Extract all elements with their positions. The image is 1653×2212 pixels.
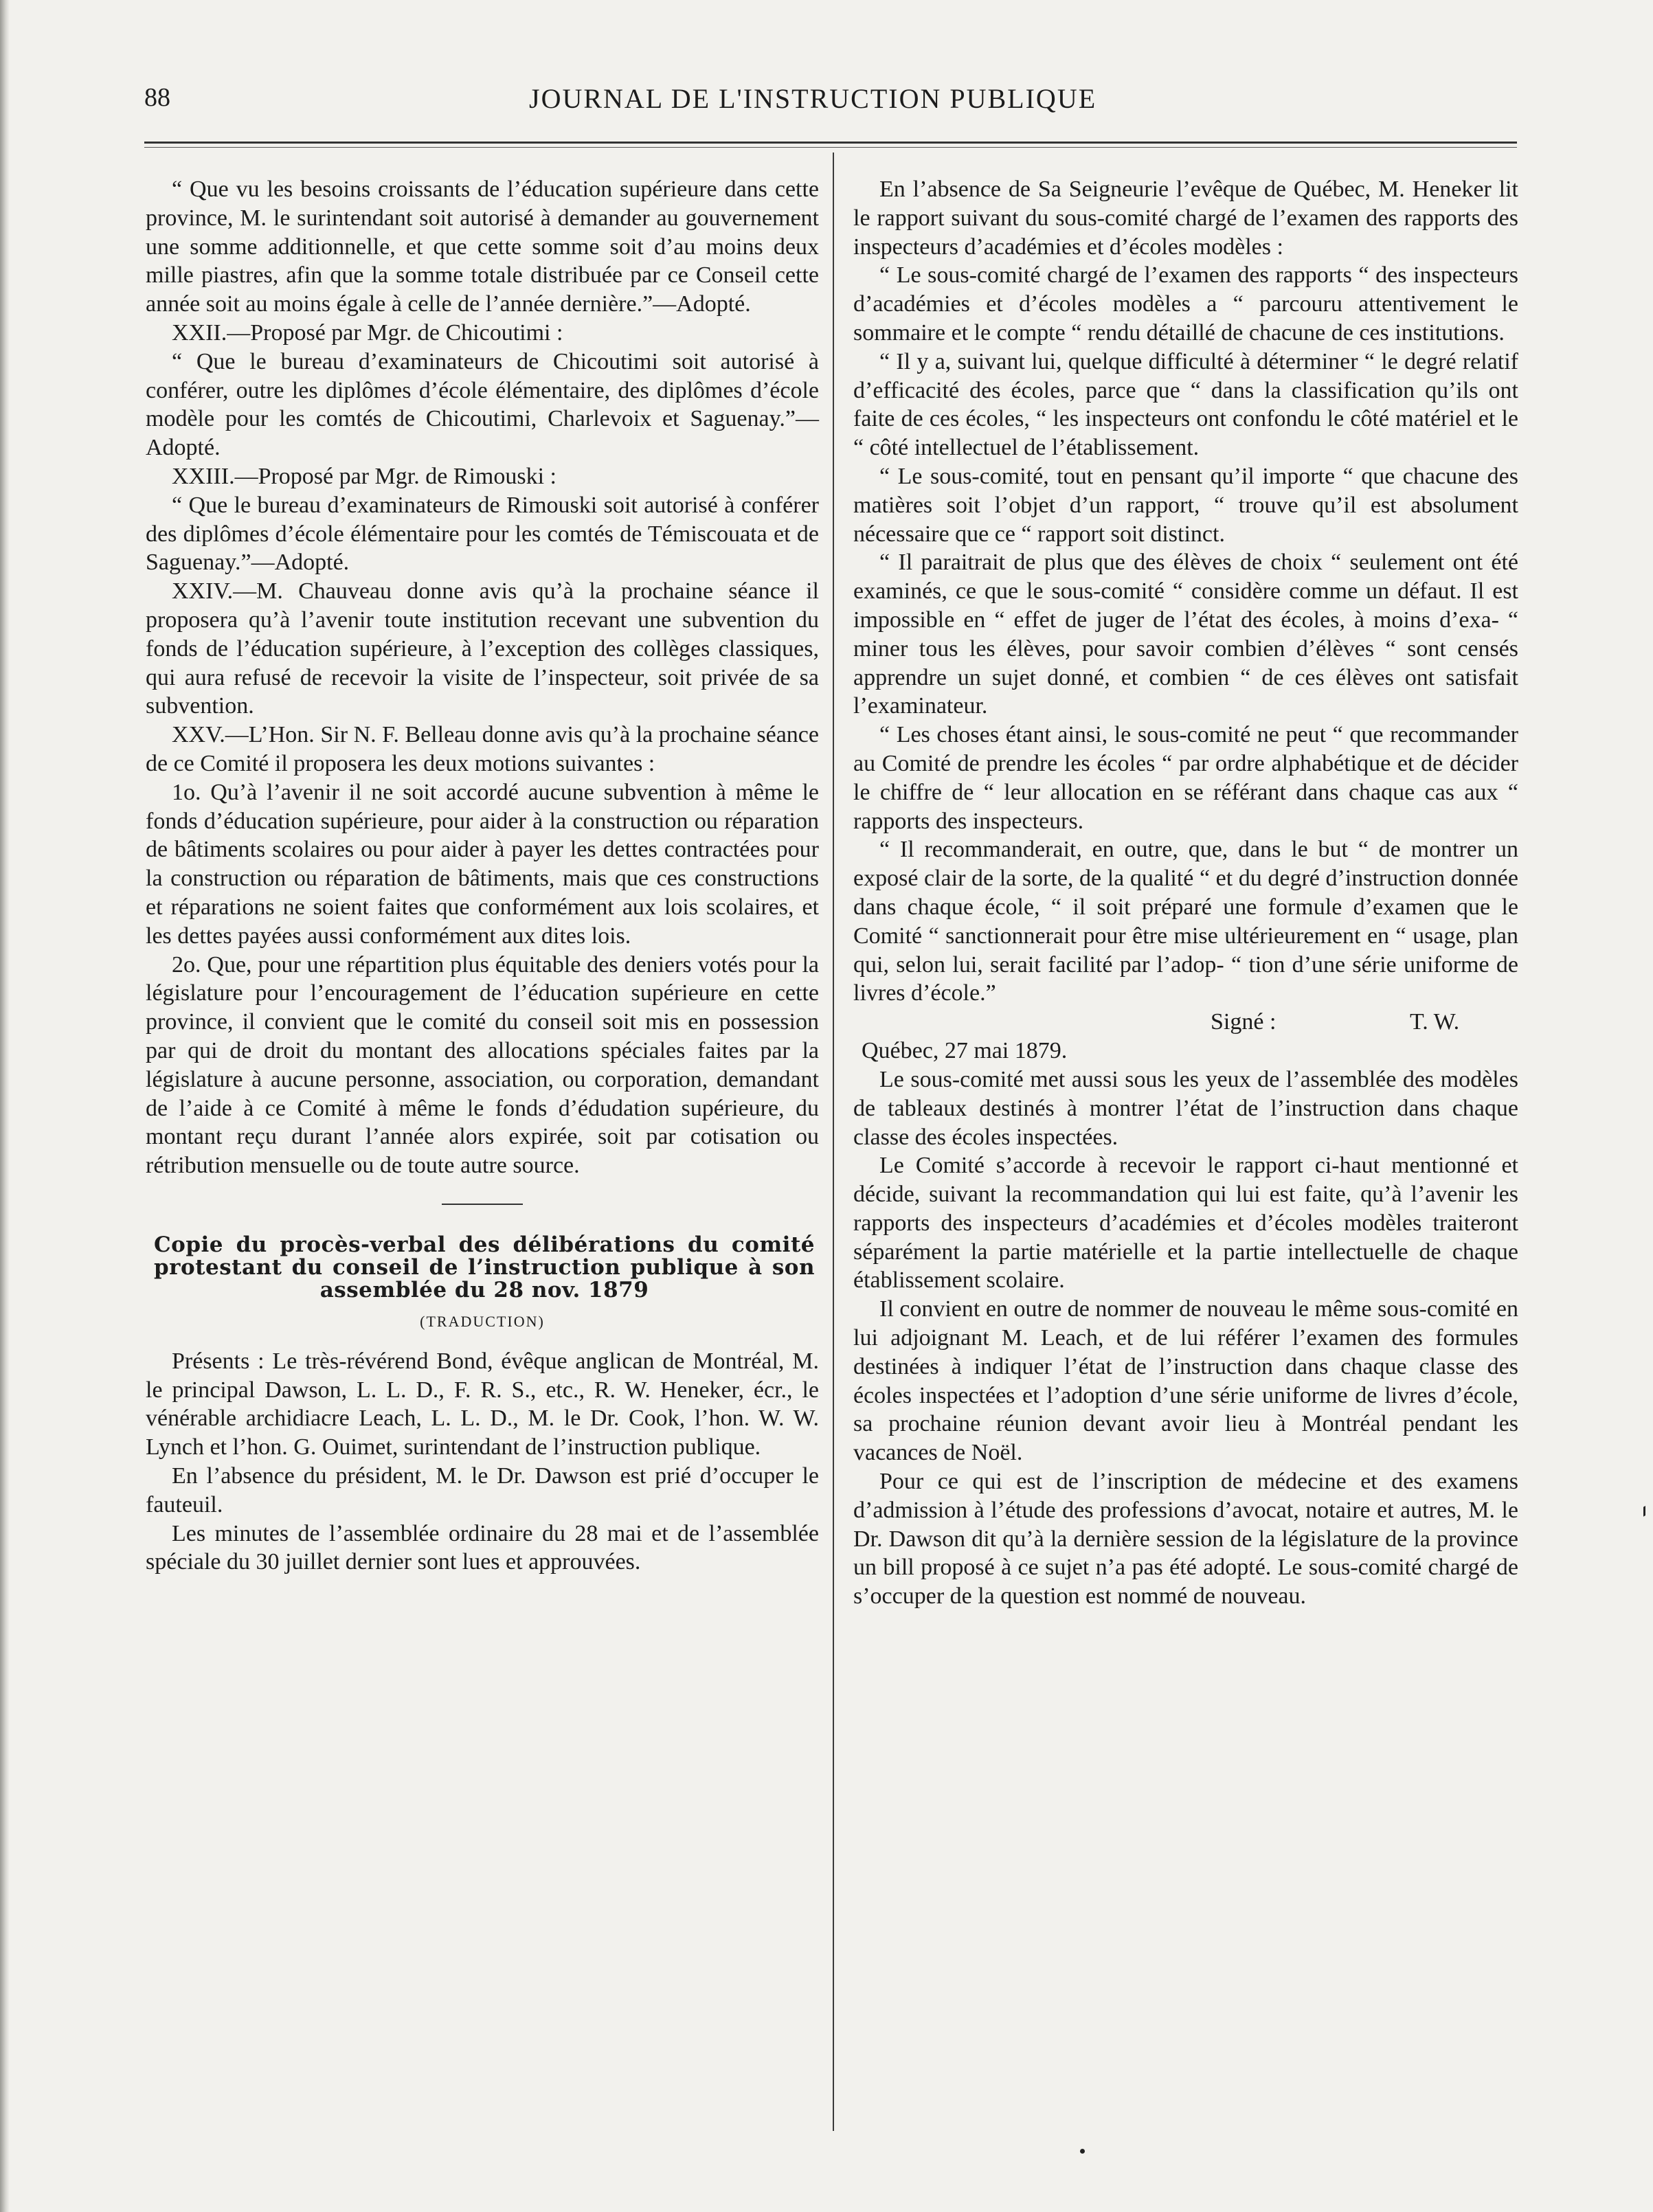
paragraph: Les minutes de l’assemblée ordinaire du 28 mai et de l’assemblée spéciale du 30 juillet dernier sont lues et approuvées. [146, 1520, 819, 1575]
paragraph: XXIV.—M. Chauveau donne avis qu’à la prochaine séance il proposera qu’à l’avenir toute institution recevant une subvention du fonds de l’éducation supérieure, à l’exception des collèges classiques, qui aura refusé de recevoir la visite de l’inspecteur, soit privée de sa subvention. [146, 578, 819, 719]
paragraph: XXV.—L’Hon. Sir N. F. Belleau donne avis qu’à la prochaine séance de ce Comité il proposera les deux motions suivantes : [146, 722, 819, 776]
paragraph: XXIII.—Proposé par Mgr. de Rimouski : [172, 463, 557, 489]
paragraph: “ Que le bureau d’examinateurs de Chicoutimi soit autorisé à conférer, outre les diplômes d’école élémentaire, des diplômes d’école modèle pour les comtés de Chicoutimi, Charlevoix et Saguenay.”—Adopté. [146, 348, 819, 461]
translation-note: (TRADUCTION) [420, 1312, 545, 1330]
edge-mark [1643, 1502, 1652, 1517]
paragraph: “ Le sous-comité chargé de l’examen des rapports “ des inspecteurs d’académies et d’écoles modèles a “ parcouru attentivement le sommaire et le compte “ rendu détaillé de chacune de ces institutions. [853, 262, 1518, 346]
paragraph: Pour ce qui est de l’inscription de médecine et des examens d’admission à l’étude des professions d’avocat, notaire et autres, M. le Dr. Dawson dit qu’à la dernière session de la législature de la province un bill proposé à ce sujet n’a pas été adopté. Le sous-comité chargé de s’occuper de la question est nommé de nouveau. [853, 1469, 1518, 1610]
paragraph: En l’absence de Sa Seigneurie l’evêque de Québec, M. Heneker lit le rapport suivant du sous-comité chargé de l’examen des rapports des inspecteurs d’académies et d’écoles modèles : [853, 177, 1518, 260]
paragraph: Présents : Le très-révérend Bond, évêque anglican de Montréal, M. le principal Dawson, L. L. D., F. R. S., etc., R. W. Heneker, écr., le vénérable archidiacre Leach, L. L. D., M. le Dr. Cook, l’hon. W. W. Lynch et l’hon. G. Ouimet, surintendant de l’instruction publique. [146, 1348, 819, 1460]
journal-title: JOURNAL DE L'INSTRUCTION PUBLIQUE [529, 83, 1097, 114]
paragraph: En l’absence du président, M. le Dr. Dawson est prié d’occuper le fauteuil. [146, 1463, 819, 1517]
paragraph: Il convient en outre de nommer de nouveau le même sous-comité en lui adjoignant M. Leach, et de lui référer l’examen des formules destinées à indiquer l’état de l’instruction dans chaque classe des écoles inspectées et l’adoption d’une série uniforme de livres d’école, sa prochaine réunion devant avoir lieu à Montréal pendant les vacances de Noël. [853, 1296, 1518, 1466]
paragraph: 1o. Qu’à l’avenir il ne soit accordé aucune subvention à même le fonds d’éducation supérieure, pour aider à la construction ou réparation de bâtiments scolaires ou pour aider à payer les dettes contractées pour la construction ou réparation de bâtiments, mais que ces constructions et réparations ne soient faites que conformément aux lois scolaires, et les dettes payées aussi conformément aux dites lois. [146, 779, 819, 949]
paragraph: “ Que vu les besoins croissants de l’éducation supérieure dans cette province, M. le surintendant soit autorisé à demander au gouvernement une somme additionnelle, et que cette somme soit d’au moins deux mille piastres, afin que la somme totale distribuée par ce Conseil cette année soit au moins égale à celle de l’année dernière.”—Adopté. [146, 177, 819, 317]
paragraph: Le Comité s’accorde à recevoir le rapport ci-haut mentionné et décide, suivant la recommandation qui lui est faite, qu’à l’avenir les rapports des inspecteurs d’académies et d’écoles modèles traiteront séparément la partie matérielle et la partie intellectuelle de chaque établissement scolaire. [853, 1153, 1518, 1294]
ink-dot [1080, 2149, 1085, 2154]
right-column [853, 175, 1518, 1611]
paragraph: “ Les choses étant ainsi, le sous-comité ne peut “ que recommander au Comité de prendre les écoles “ par ordre alphabétique et de décider le chiffre de “ leur allocation en se référant dans chaque cas aux “ rapports des inspecteurs. [853, 722, 1518, 834]
paragraph: 2o. Que, pour une répartition plus équitable des deniers votés pour la législature pour l’encouragement de l’éducation supérieure en cette province, il convient que le comité du conseil soit mis en possession par qui de droit du montant des allocations spéciales faites par la législature à aucune personne, association, ou corporation, demandant de l’aide à ce Comité à même le fonds d’édudation supérieure, du montant reçu durant l’année alors expirée, soit par cotisation ou rétribution mensuelle ou de toute autre source. [146, 951, 819, 1179]
page-edge-shadow [0, 0, 10, 2212]
signed-name: T. W. [1410, 1009, 1460, 1035]
section-separator [442, 1204, 523, 1205]
signature-line [853, 1008, 1518, 1037]
page-number: 88 [144, 83, 170, 112]
date-line: Québec, 27 mai 1879. [862, 1038, 1068, 1064]
left-column [146, 175, 819, 1577]
paragraph: “ Il recommanderait, en outre, que, dans le but “ de montrer un exposé clair de la sorte, de la qualité “ et du degré d’instruction donnée dans chaque école, “ il soit préparé une formule d’examen que le Comité “ sanctionnerait pour être mise ultérieurement en “ usage, plan qui, selon lui, serait facilité par l’adop- “ tion d’une série uniforme de livres d’école.” [853, 837, 1518, 1006]
header-rule-thin [144, 147, 1517, 148]
paragraph: “ Il paraitrait de plus que des élèves de choix “ seulement ont été examinés, ce que le sous-comité “ considère comme un défaut. Il est impossible en “ effet de juger de l’état des écoles, à moins d’exa- “ miner tous les élèves, pour savoir combien d’élèves “ sont censés apprendre un sujet donné, et combien “ de ces élèves ont satisfait l’examinateur. [853, 550, 1518, 719]
running-head [144, 82, 1505, 124]
header-rule [144, 142, 1517, 144]
paragraph: “ Le sous-comité, tout en pensant qu’il importe “ que chacune des matières soit l’objet d’un rapport, “ trouve qu’il est absolument nécessaire que ce “ rapport soit distinct. [853, 463, 1518, 547]
section-heading: Copie du procès-verbal des délibérations du comité protestant du conseil de l’instruction publique à son assemblée du 28 nov. 1879 [154, 1232, 815, 1302]
paragraph: Le sous-comité met aussi sous les yeux de l’assemblée des modèles de tableaux destinés à montrer l’état de l’instruction dans chaque classe des écoles inspectées. [853, 1066, 1518, 1150]
paragraph: “ Que le bureau d’examinateurs de Rimouski soit autorisé à conférer des diplômes d’école élémentaire pour les comtés de Témiscouata et de Saguenay.”—Adopté. [146, 492, 819, 576]
paragraph: XXII.—Proposé par Mgr. de Chicoutimi : [172, 319, 563, 346]
paragraph: “ Il y a, suivant lui, quelque difficulté à déterminer “ le degré relatif d’efficacité des écoles, parce que “ dans la classification qu’ils ont faite de ces écoles, “ les inspecteurs ont confondu le côté matériel et le “ côté intellectuel de l’établissement. [853, 348, 1518, 461]
column-divider [833, 153, 834, 2131]
signed-label: Signé : [1211, 1009, 1277, 1035]
